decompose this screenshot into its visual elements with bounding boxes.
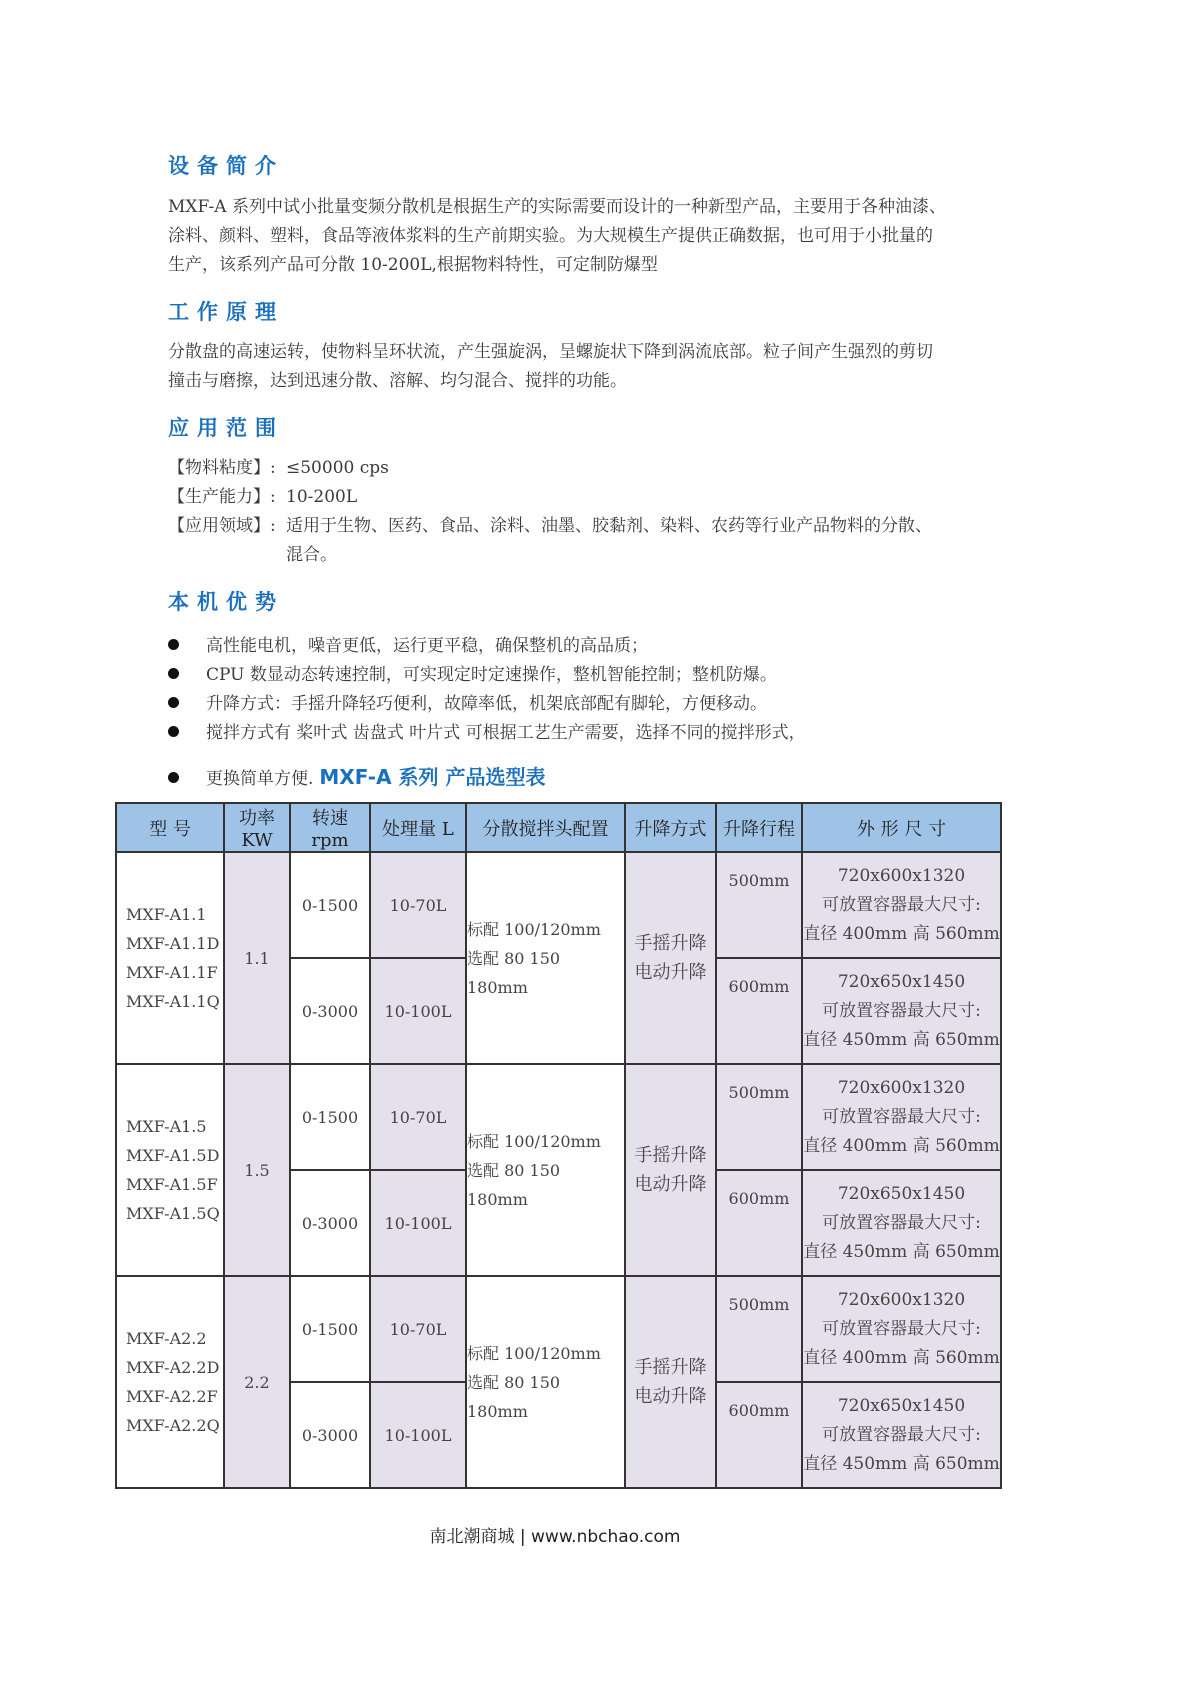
power-cell: 1.1 — [224, 852, 290, 1064]
table-row — [116, 1064, 1001, 1170]
intro-text: MXF-A 系列中试小批量变频分散机是根据生产的实际需要而设计的一种新型产品，主要用于各种油漆、涂料、颜料、塑料，食品等液体浆料的生产前期实验。为大规模生产提供正确数据，也可用于小批量的生产，该系列产品可分散 10-200L,根据物料特性，可定制防爆型 — [168, 197, 946, 275]
dimension-line: 直径 450mm 高 650mm — [803, 1453, 1000, 1474]
stroke-cell: 500mm — [716, 1064, 802, 1170]
lift-method-cell — [625, 852, 716, 1064]
capacity-cell: 10-100L — [370, 958, 466, 1064]
stroke-cell: 500mm — [716, 852, 802, 958]
model-name: MXF-A2.2 — [126, 1329, 207, 1348]
column-header: 升降行程 — [716, 803, 802, 852]
model-name: MXF-A1.1D — [126, 934, 220, 953]
advantage-text: 高性能电机，噪音更低，运行更平稳，确保整机的高品质； — [206, 636, 648, 656]
advantage-text: 搅拌方式有 桨叶式 齿盘式 叶片式 可根据工艺生产需要，选择不同的搅拌形式， — [206, 723, 806, 743]
advantage-item — [168, 718, 806, 743]
dimension-line: 可放置容器最大尺寸: — [822, 1000, 981, 1021]
speed-cell: 0-1500 — [290, 1064, 370, 1170]
dimension-line: 可放置容器最大尺寸: — [822, 1212, 981, 1233]
section-title-advantages: 本机优势 — [168, 590, 284, 614]
model-name: MXF-A2.2Q — [126, 1416, 220, 1435]
column-header: 外 形 尺 寸 — [802, 803, 1001, 852]
lift-method-cell — [625, 1276, 716, 1488]
head-config: 标配 100/120mm — [467, 1131, 601, 1151]
speed-cell: 0-1500 — [290, 1276, 370, 1382]
model-cell — [116, 1276, 224, 1488]
lift-method: 电动升降 — [634, 1174, 707, 1195]
scope-list — [168, 454, 946, 570]
stroke-cell: 600mm — [716, 1170, 802, 1276]
dimensions-cell — [802, 1064, 1001, 1170]
head-config: 选配 80 150 180mm — [467, 1160, 561, 1209]
dimension-line: 直径 400mm 高 560mm — [803, 923, 1000, 944]
section-title-scope: 应用范围 — [168, 416, 284, 440]
power-cell: 1.5 — [224, 1064, 290, 1276]
head-config: 选配 80 150 180mm — [467, 1372, 561, 1421]
speed-cell: 0-3000 — [290, 1382, 370, 1488]
dimension-line: 可放置容器最大尺寸: — [822, 1424, 981, 1445]
head-config: 选配 80 150 180mm — [467, 948, 561, 997]
advantage-item — [168, 660, 777, 685]
table-row — [116, 852, 1001, 958]
dimensions-cell — [802, 1382, 1001, 1488]
advantage-text: CPU 数显动态转速控制，可实现定时定速操作，整机智能控制；整机防爆。 — [206, 665, 777, 685]
speed-cell: 0-3000 — [290, 1170, 370, 1276]
model-cell — [116, 852, 224, 1064]
stroke-cell: 600mm — [716, 1382, 802, 1488]
table-row — [116, 1276, 1001, 1382]
scope-key: 【应用领域】: — [168, 516, 276, 536]
dimensions-cell — [802, 852, 1001, 958]
advantage-item — [168, 689, 767, 714]
capacity-cell: 10-70L — [370, 1276, 466, 1382]
dimension-line: 直径 450mm 高 650mm — [803, 1241, 1000, 1262]
capacity-cell: 10-100L — [370, 1382, 466, 1488]
section-title-principle: 工作原理 — [168, 300, 284, 324]
advantage-text: 升降方式：手摇升降轻巧便利，故障率低，机架底部配有脚轮，方便移动。 — [206, 694, 767, 714]
column-header: 型 号 — [116, 803, 224, 852]
capacity-cell: 10-70L — [370, 852, 466, 958]
dimension-line: 720x600x1320 — [837, 1289, 966, 1310]
model-name: MXF-A1.1F — [126, 963, 218, 982]
model-name: MXF-A1.5Q — [126, 1204, 220, 1223]
model-name: MXF-A1.5D — [126, 1146, 220, 1165]
lift-method: 手摇升降 — [634, 933, 707, 954]
stroke-cell: 500mm — [716, 1276, 802, 1382]
model-name: MXF-A1.5F — [126, 1175, 218, 1194]
model-name: MXF-A2.2F — [126, 1387, 218, 1406]
capacity-cell: 10-70L — [370, 1064, 466, 1170]
speed-cell: 0-1500 — [290, 852, 370, 958]
principle-text: 分散盘的高速运转，使物料呈环状流，产生强旋涡，呈螺旋状下降到涡流底部。粒子间产生强烈的剪切撞击与磨擦，达到迅速分散、溶解、均匀混合、搅拌的功能。 — [168, 342, 933, 391]
bullet-icon — [168, 639, 179, 650]
table-header-row — [116, 803, 1001, 852]
bullet-icon — [168, 697, 179, 708]
lift-method: 手摇升降 — [634, 1145, 707, 1166]
mixing-head-cell — [466, 1064, 625, 1276]
dimensions-cell — [802, 958, 1001, 1064]
scope-value: ≤50000 cps — [286, 458, 389, 478]
dimension-line: 720x600x1320 — [837, 865, 966, 886]
section-title-intro: 设备简介 — [168, 154, 284, 178]
scope-key: 【生产能力】: — [168, 487, 276, 507]
dimension-line: 可放置容器最大尺寸: — [822, 894, 981, 915]
column-header: 分散搅拌头配置 — [466, 803, 625, 852]
dimension-line: 直径 400mm 高 560mm — [803, 1135, 1000, 1156]
lift-method-cell — [625, 1064, 716, 1276]
bullet-icon — [168, 726, 179, 737]
mixing-head-cell — [466, 1276, 625, 1488]
dimension-line: 可放置容器最大尺寸: — [822, 1318, 981, 1339]
speed-cell: 0-3000 — [290, 958, 370, 1064]
scope-value: 10-200L — [286, 487, 358, 507]
mixing-head-cell — [466, 852, 625, 1064]
advantage-item — [168, 631, 648, 656]
table-title: MXF-A 系列 产品选型表 — [319, 765, 546, 789]
product-selection-table — [115, 802, 1002, 1489]
dimensions-cell — [802, 1276, 1001, 1382]
scope-key: 【物料粘度】: — [168, 458, 276, 478]
lift-method: 手摇升降 — [634, 1357, 707, 1378]
dimensions-cell — [802, 1170, 1001, 1276]
lift-method: 电动升降 — [634, 962, 707, 983]
dimension-line: 直径 450mm 高 650mm — [803, 1029, 1000, 1050]
model-name: MXF-A1.1 — [126, 905, 207, 924]
bullet-icon — [168, 772, 179, 783]
column-header: 功率 KW — [224, 803, 290, 852]
column-header: 转速 rpm — [290, 803, 370, 852]
dimension-line: 720x650x1450 — [837, 1183, 966, 1204]
power-cell: 2.2 — [224, 1276, 290, 1488]
model-cell — [116, 1064, 224, 1276]
stroke-cell: 600mm — [716, 958, 802, 1064]
column-header: 升降方式 — [625, 803, 716, 852]
scope-value: 适用于生物、医药、食品、涂料、油墨、胶黏剂、染料、农药等行业产品物料的分散、混合。 — [286, 516, 932, 565]
dimension-line: 720x650x1450 — [837, 971, 966, 992]
dimension-line: 直径 400mm 高 560mm — [803, 1347, 1000, 1368]
head-config: 标配 100/120mm — [467, 919, 601, 939]
bullet-icon — [168, 668, 179, 679]
model-name: MXF-A1.1Q — [126, 992, 220, 1011]
advantage-item — [168, 761, 545, 790]
footer: 南北潮商城 | www.nbchao.com — [429, 1527, 681, 1547]
head-config: 标配 100/120mm — [467, 1343, 601, 1363]
dimension-line: 720x650x1450 — [837, 1395, 966, 1416]
lift-method: 电动升降 — [634, 1386, 707, 1407]
model-name: MXF-A2.2D — [126, 1358, 220, 1377]
column-header: 处理量 L — [370, 803, 466, 852]
dimension-line: 720x600x1320 — [837, 1077, 966, 1098]
model-name: MXF-A1.5 — [126, 1117, 207, 1136]
capacity-cell: 10-100L — [370, 1170, 466, 1276]
advantage-text: 更换简单方便. — [206, 769, 314, 789]
dimension-line: 可放置容器最大尺寸: — [822, 1106, 981, 1127]
